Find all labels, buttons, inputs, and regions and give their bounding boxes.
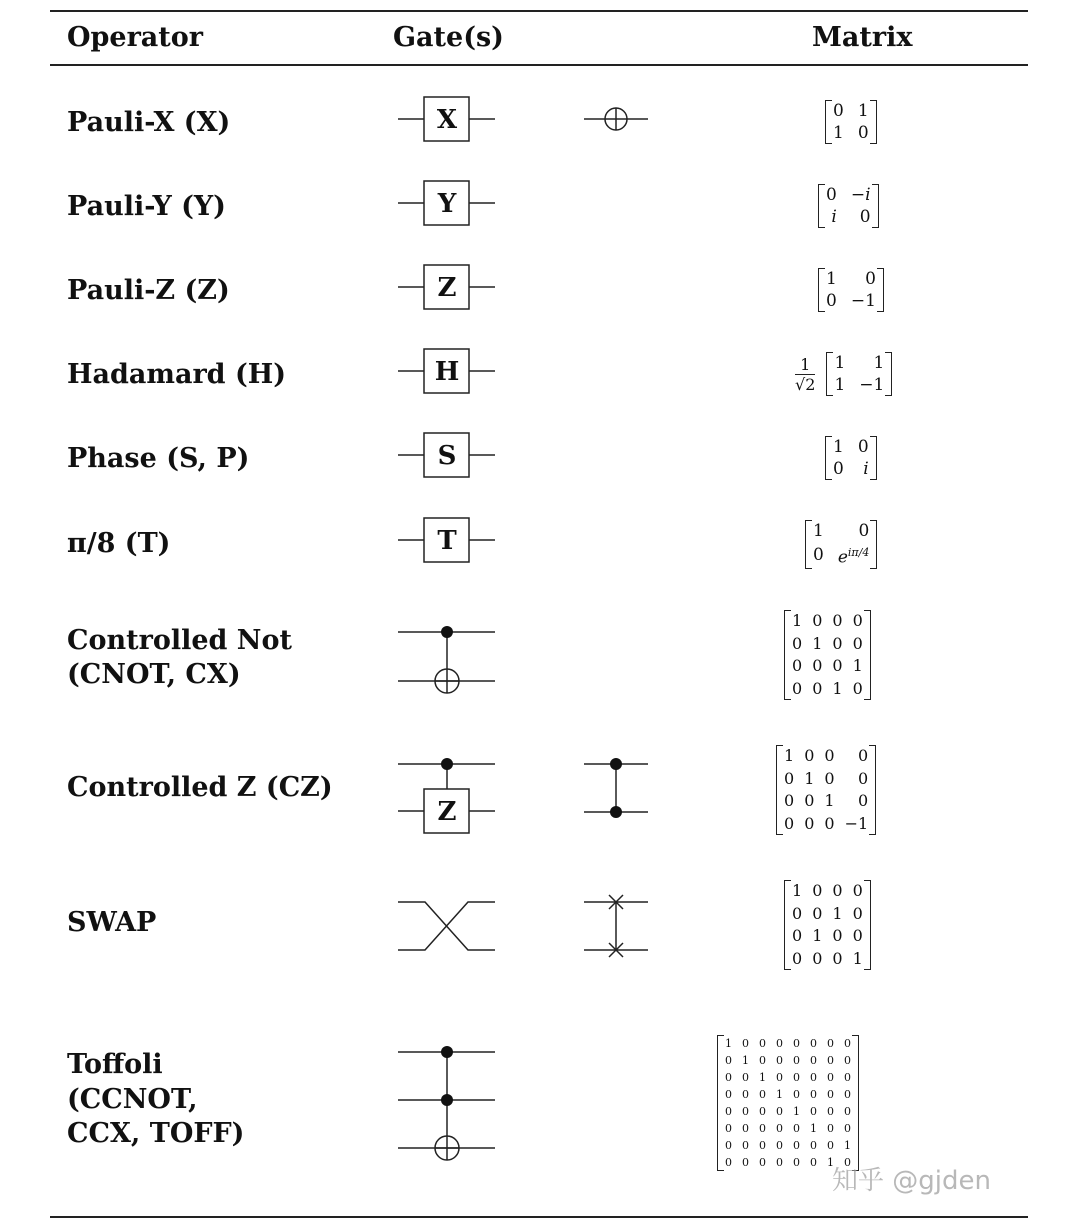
toffoli-control-dot-2 [441,1094,453,1106]
matrix-cell: 0 [810,1139,817,1152]
matrix-cell: 0 [742,1037,749,1050]
matrix-cell: 0 [857,123,869,143]
gate-cz-label: Z [437,797,457,827]
matrix-cell: 0 [793,1156,800,1169]
matrix-cell: 0 [827,1088,834,1101]
matrix-cell: 0 [759,1139,766,1152]
matrix-cell: 0 [776,1037,783,1050]
matrix-cell: 0 [810,1054,817,1067]
matrix-cell: 0 [792,678,803,698]
matrix-cell: 0 [852,633,863,653]
matrix-cz [776,745,876,835]
matrix-grid [790,880,865,970]
matrix-phase [825,436,877,480]
matrix-cell: 1 [833,437,844,457]
matrix-cell: 0 [776,1054,783,1067]
matrix-cell: 1 [833,123,844,143]
matrix-cell: 1 [759,1071,766,1084]
matrix-cell: 1 [812,633,823,653]
matrix-cell: 0 [852,926,863,945]
matrix-cell: 1 [844,1139,851,1152]
matrix-cell: 0 [857,746,869,765]
matrix-cell: 0 [776,1156,783,1169]
matrix-cell: 0 [844,1105,851,1118]
gate-y-label: Y [437,189,457,219]
matrix-bracket [784,880,871,970]
matrix-bracket [805,520,877,569]
matrix-cell: 1 [813,521,824,541]
matrix-cell: 1 [793,1105,800,1118]
matrix-cell: 0 [844,1156,851,1169]
matrix-cell: 0 [827,1139,834,1152]
matrix-cell: 0 [742,1105,749,1118]
matrix-bracket [825,436,877,480]
matrix-cell: 0 [827,1054,834,1067]
matrix-cell: −1 [844,813,869,833]
matrix-cell: 0 [759,1122,766,1135]
matrix-cell: 0 [812,881,823,900]
gate-cz-alt [584,764,648,812]
matrix-grid [811,520,871,569]
matrix-cell: 0 [725,1088,732,1101]
operator-name-toffoli-line1: Toffoli [67,1049,163,1080]
matrix-cell: 0 [832,611,843,630]
header-operator: Operator [67,22,204,53]
matrix-cell: 1 [834,353,846,373]
matrix-cnot [784,610,871,700]
matrix-bracket [784,610,871,700]
matrix-cell: 0 [832,881,843,900]
matrix-cell: 0 [827,1105,834,1118]
matrix-cell: 0 [857,768,869,788]
matrix-cell: 0 [784,791,795,810]
hadamard-prefactor-num: 1 [795,355,815,375]
matrix-cell: 0 [844,1054,851,1067]
matrix-grid [824,184,873,228]
matrix-cell: 0 [784,813,795,833]
matrix-cell: 0 [812,948,823,968]
matrix-cell: 0 [844,1037,851,1050]
matrix-cell: 0 [827,1122,834,1135]
matrix-cell: −1 [859,375,885,395]
matrix-cell: 0 [844,1122,851,1135]
matrix-cell: 0 [725,1054,732,1067]
matrix-cell: 0 [759,1105,766,1118]
matrix-cell: 0 [833,101,844,121]
matrix-t [805,520,877,569]
operator-name-toffoli-line3: CCX, TOFF) [67,1118,245,1149]
matrix-cell: 1 [725,1037,732,1050]
operator-name-swap: SWAP [67,907,157,938]
matrix-cell: 1 [810,1122,817,1135]
matrix-cell: 0 [742,1156,749,1169]
matrix-cell: 0 [725,1139,732,1152]
operator-name-pauli-z: Pauli-Z (Z) [67,275,230,306]
matrix-cell: 0 [810,1071,817,1084]
gate-swap-cross [398,902,495,950]
gate-swap-alt [584,895,648,957]
hadamard-prefactor [795,355,815,394]
matrix-cell: 1 [852,656,863,675]
matrix-cell: 0 [812,678,823,698]
matrix-cell: 0 [852,611,863,630]
matrix-pauli-y [818,184,879,228]
gate-s-label: S [437,441,457,471]
matrix-cell: 1 [792,611,803,630]
matrix-grid [782,745,870,835]
matrix-bracket [818,184,879,228]
matrix-cell: 0 [852,678,863,698]
matrix-cell: 1 [857,101,869,121]
operator-name-cnot-line1: Controlled Not [67,625,292,656]
matrix-cell: 0 [852,903,863,923]
matrix-cell: 0 [792,633,803,653]
matrix-cell: 0 [804,791,815,810]
matrix-cell: 0 [824,768,835,788]
matrix-cell: 0 [742,1088,749,1101]
header-matrix: Matrix [812,22,913,53]
gate-t-label: T [437,526,457,556]
gate-cnot [398,632,495,693]
matrix-cell: 0 [832,926,843,945]
operator-name-pauli-y: Pauli-Y (Y) [67,191,226,222]
matrix-cell: 1 [824,791,835,810]
matrix-cell: 0 [742,1071,749,1084]
matrix-cell: 0 [810,1088,817,1101]
matrix-cell: 0 [813,545,824,566]
matrix-cell: 0 [832,633,843,653]
matrix-cell: 1 [784,746,795,765]
matrix-cell: 0 [804,746,815,765]
matrix-cell: 0 [792,903,803,923]
matrix-cell: 0 [858,521,870,541]
matrix-cell: 0 [784,768,795,788]
matrix-cell: 0 [759,1037,766,1050]
matrix-cell: 0 [812,611,823,630]
matrix-cell: 0 [826,291,837,311]
matrix-grid [824,268,878,312]
operator-name-t: π/8 (T) [67,528,171,559]
matrix-hadamard [795,352,892,396]
matrix-cell: 0 [725,1105,732,1118]
matrix-cell: 1 [832,903,843,923]
operator-name-toffoli-line2: (CCNOT, [67,1084,198,1115]
operator-name-hadamard: Hadamard (H) [67,359,287,390]
matrix-cell: 0 [824,813,835,833]
matrix-cell: 0 [832,948,843,968]
matrix-cell: 1 [827,1156,834,1169]
matrix-cell: 0 [792,926,803,945]
matrix-cell: 1 [852,948,863,968]
cz-alt-dot-top [610,758,622,770]
toffoli-control-dot-1 [441,1046,453,1058]
matrix-pauli-z [818,268,884,312]
gate-x-alt-oplus [584,108,648,130]
matrix-cell: i [831,207,837,227]
matrix-cell: 0 [824,746,835,765]
matrix-cell: 0 [832,656,843,675]
matrix-cell: i [863,459,869,479]
matrix-cell: 0 [725,1156,732,1169]
matrix-cell: 0 [827,1071,834,1084]
matrix-cell: 1 [832,678,843,698]
matrix-cell: 0 [844,1071,851,1084]
matrix-cell: 1 [804,768,815,788]
matrix-cell: 0 [793,1088,800,1101]
matrix-cell: 0 [857,437,869,457]
matrix-cell: 0 [759,1054,766,1067]
cz-control-dot [441,758,453,770]
matrix-cell: 1 [873,353,885,373]
operator-name-pauli-x: Pauli-X (X) [67,107,231,138]
matrix-cell: 0 [759,1156,766,1169]
gate-h-label: H [434,357,460,387]
cz-alt-dot-bottom [610,806,622,818]
hadamard-prefactor-den: √2 [795,374,816,394]
matrix-cell: 0 [793,1071,800,1084]
matrix-cell: 0 [776,1139,783,1152]
matrix-cell: 0 [742,1139,749,1152]
matrix-bracket [717,1035,859,1171]
matrix-cell: 0 [725,1071,732,1084]
matrix-grid [831,436,871,480]
matrix-cell: 0 [725,1122,732,1135]
matrix-grid [832,352,886,396]
gate-z-label: Z [437,273,457,303]
matrix-cell: 0 [826,185,837,205]
matrix-bracket [825,100,877,144]
matrix-cell: 0 [793,1054,800,1067]
matrix-cell: 0 [792,948,803,968]
gate-toffoli [398,1052,495,1160]
matrix-swap [784,880,871,970]
matrix-cell: 0 [742,1122,749,1135]
matrix-cell: 0 [859,207,871,227]
matrix-cell: 0 [793,1037,800,1050]
matrix-pauli-x [825,100,877,144]
matrix-cell: 0 [792,656,803,675]
matrix-cell: 0 [776,1105,783,1118]
operator-name-cnot-line2: (CNOT, CX) [67,659,241,690]
matrix-cell: 1 [826,269,837,289]
watermark: 知乎 @gjden [832,1166,991,1196]
matrix-bracket [818,268,884,312]
matrix-cell: 0 [865,269,876,289]
matrix-cell: 1 [742,1054,749,1067]
matrix-cell: 0 [804,813,815,833]
matrix-cell: 0 [810,1037,817,1050]
matrix-grid [723,1035,853,1171]
matrix-cell: 0 [812,903,823,923]
matrix-cell: 0 [793,1122,800,1135]
matrix-cell: 0 [810,1156,817,1169]
operator-name-cz: Controlled Z (CZ) [67,772,333,803]
matrix-cell: 1 [834,375,846,395]
matrix-cell: 0 [759,1088,766,1101]
matrix-cell: 0 [793,1139,800,1152]
matrix-cell: 0 [833,459,844,479]
matrix-cell: 1 [812,926,823,945]
matrix-cell: 1 [776,1088,783,1101]
matrix-cell: 0 [810,1105,817,1118]
cnot-control-dot [441,626,453,638]
matrix-cell: 0 [857,791,869,810]
header-gates: Gate(s) [393,22,504,53]
matrix-cell: 0 [812,656,823,675]
matrix-cell: 0 [852,881,863,900]
matrix-cell: −1 [850,291,876,311]
matrix-cell: 0 [776,1122,783,1135]
matrix-bracket [776,745,876,835]
operator-name-phase: Phase (S, P) [67,443,250,474]
matrix-cell: $e^{i\pi/4}$ [837,546,870,568]
matrix-toffoli [717,1035,859,1171]
matrix-grid [831,100,871,144]
matrix-grid [790,610,865,700]
matrix-cell: 0 [776,1071,783,1084]
matrix-cell: 0 [844,1088,851,1101]
matrix-bracket [826,352,892,396]
matrix-cell: 0 [827,1037,834,1050]
matrix-cell: −i [850,185,871,205]
gate-x-label: X [436,105,458,135]
matrix-cell: 1 [792,881,803,900]
